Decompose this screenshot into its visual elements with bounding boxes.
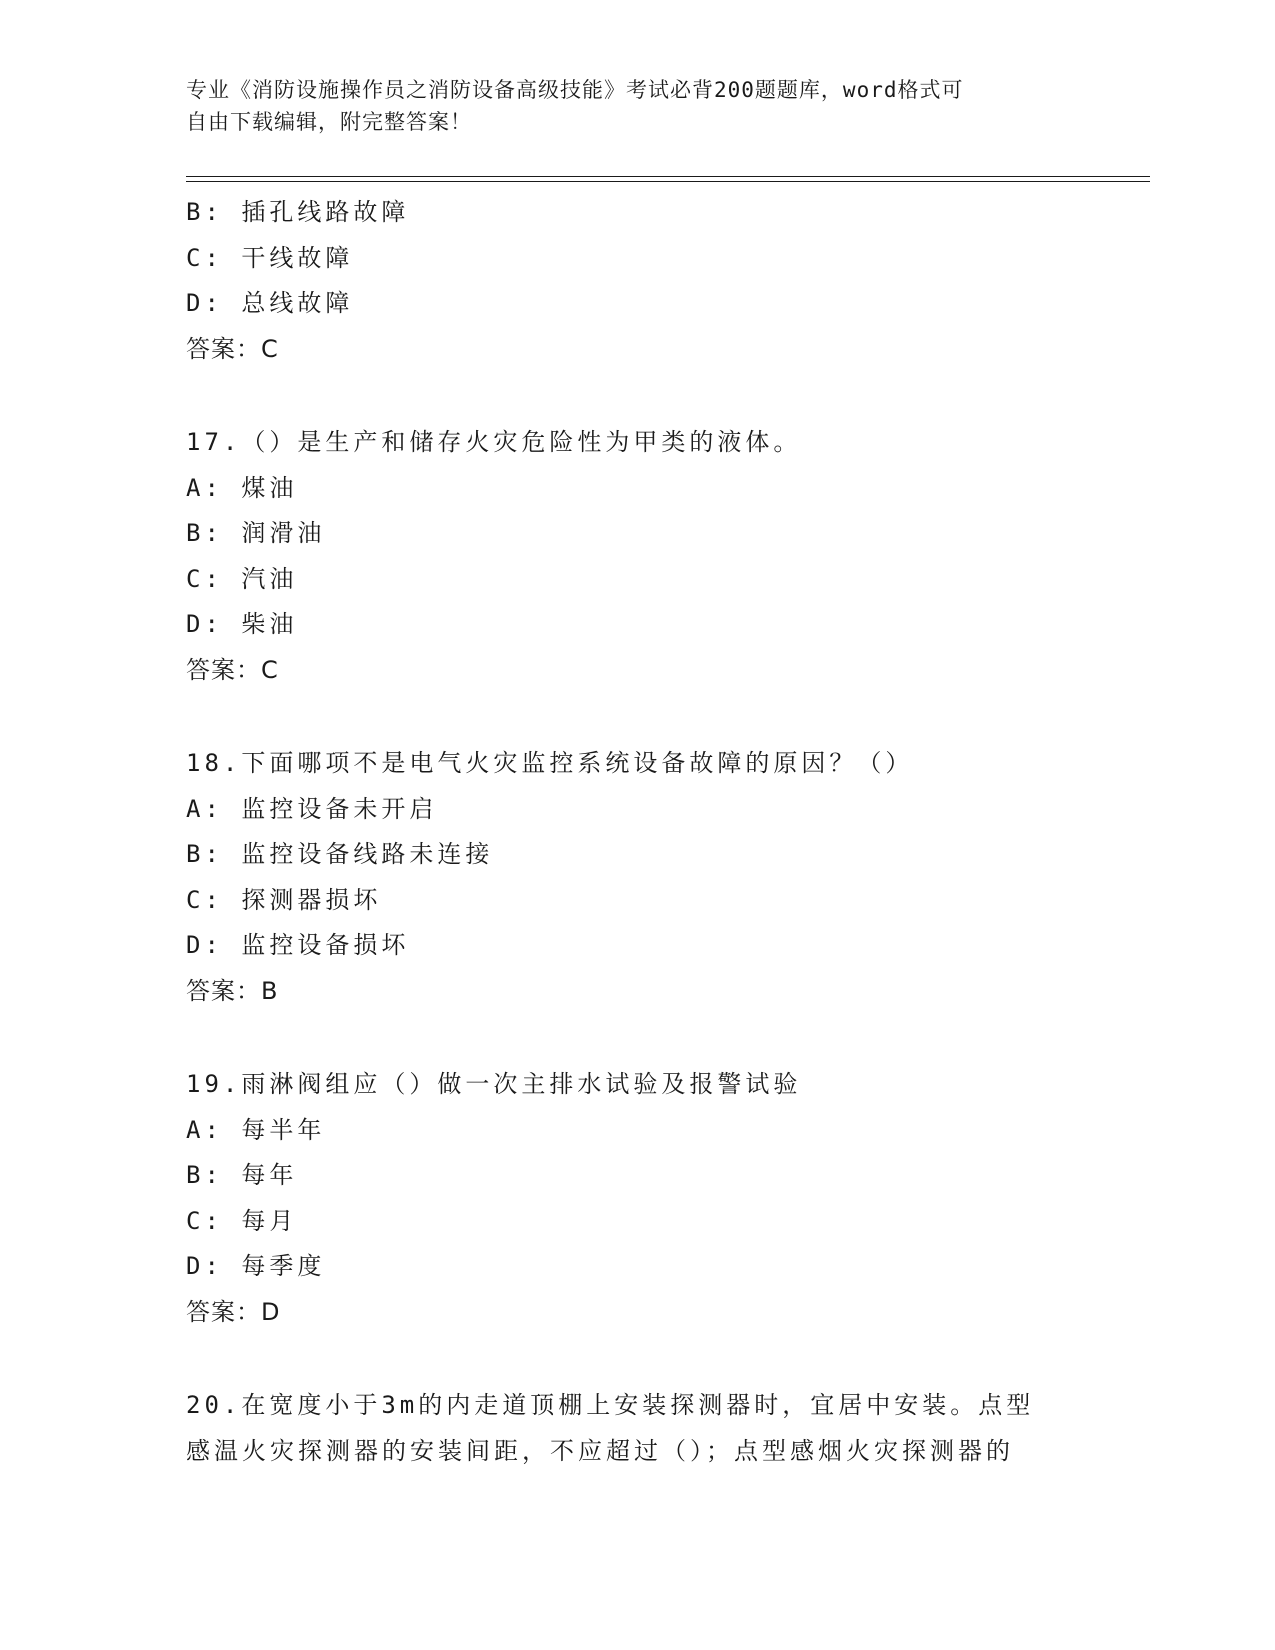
option-key: B: [186,1161,242,1189]
question-number: 20. [186,1391,242,1419]
option-text: 煤油 [241,473,298,502]
option-b [186,511,1086,557]
question-stem-line-2: 感温火灾探测器的安装间距，不应超过（）；点型感烟火灾探测器的 [186,1436,1014,1465]
option-text: 监控设备损坏 [241,931,410,959]
option-key: C: [186,564,242,593]
option-key: C: [186,1206,242,1235]
option-text: 监控设备未开启 [241,794,438,823]
option-a [186,787,1086,833]
question-text: 在宽度小于3m的内走道顶棚上安装探测器时，宜居中安装。点型 [241,1391,1035,1419]
option-key: D: [186,931,242,959]
option-key: B: [186,840,242,868]
question-text: （）是生产和储存火灾危险性为甲类的液体。 [241,428,802,456]
option-c [186,236,1086,282]
question-stem [186,420,1086,466]
option-a [186,466,1086,512]
option-key: B: [186,519,242,547]
option-key: D: [186,289,242,317]
option-key: C: [186,243,242,272]
question-18 [186,741,1086,1014]
question-list [186,190,1086,1474]
option-text: 柴油 [241,610,298,638]
option-key: B: [186,198,242,226]
option-c [186,557,1086,603]
option-key: D: [186,1252,242,1280]
option-text: 探测器损坏 [241,885,382,914]
option-a [186,1108,1086,1154]
option-key: D: [186,610,242,638]
question-text: 下面哪项不是电气火灾监控系统设备故障的原因？（） [241,749,914,777]
option-text: 每季度 [241,1252,326,1280]
document-header [186,74,1066,138]
option-c [186,878,1086,924]
option-c [186,1199,1086,1245]
question-stem [186,1062,1086,1108]
question-number: 19. [186,1070,242,1098]
answer-line: 答案：C [186,334,279,363]
question-stem [186,741,1086,787]
option-text: 总线故障 [241,289,354,317]
option-text: 润滑油 [241,519,326,547]
option-key: A: [186,794,242,823]
option-text: 每半年 [241,1115,326,1144]
option-text: 每月 [241,1206,298,1235]
option-d [186,1244,1086,1290]
option-b [186,832,1086,878]
option-text: 监控设备线路未连接 [241,840,494,868]
question-stem-line-1 [186,1383,1086,1429]
header-title-line-2: 自由下载编辑，附完整答案！ [186,110,472,134]
option-d [186,602,1086,648]
option-d [186,281,1086,327]
option-key: C: [186,885,242,914]
answer-line: 答案：C [186,655,279,684]
option-b [186,190,1086,236]
question-number: 18. [186,749,242,777]
header-divider-top [186,176,1150,177]
header-title-line-1: 专业《消防设施操作员之消防设备高级技能》考试必背200题题库，word格式可 [186,78,964,102]
question-17 [186,420,1086,693]
question-16-partial [186,190,1086,372]
option-key: A: [186,1115,242,1144]
option-key: A: [186,473,242,502]
question-text: 雨淋阀组应（）做一次主排水试验及报警试验 [241,1070,802,1098]
option-text: 每年 [241,1161,298,1189]
question-19 [186,1062,1086,1335]
option-b [186,1153,1086,1199]
answer-line: 答案：D [186,1297,281,1326]
question-20 [186,1383,1086,1474]
question-number: 17. [186,428,242,456]
answer-line: 答案：B [186,976,279,1005]
header-divider-bottom [186,181,1150,182]
option-text: 干线故障 [241,243,354,272]
option-d [186,923,1086,969]
option-text: 汽油 [241,564,298,593]
option-text: 插孔线路故障 [241,198,410,226]
